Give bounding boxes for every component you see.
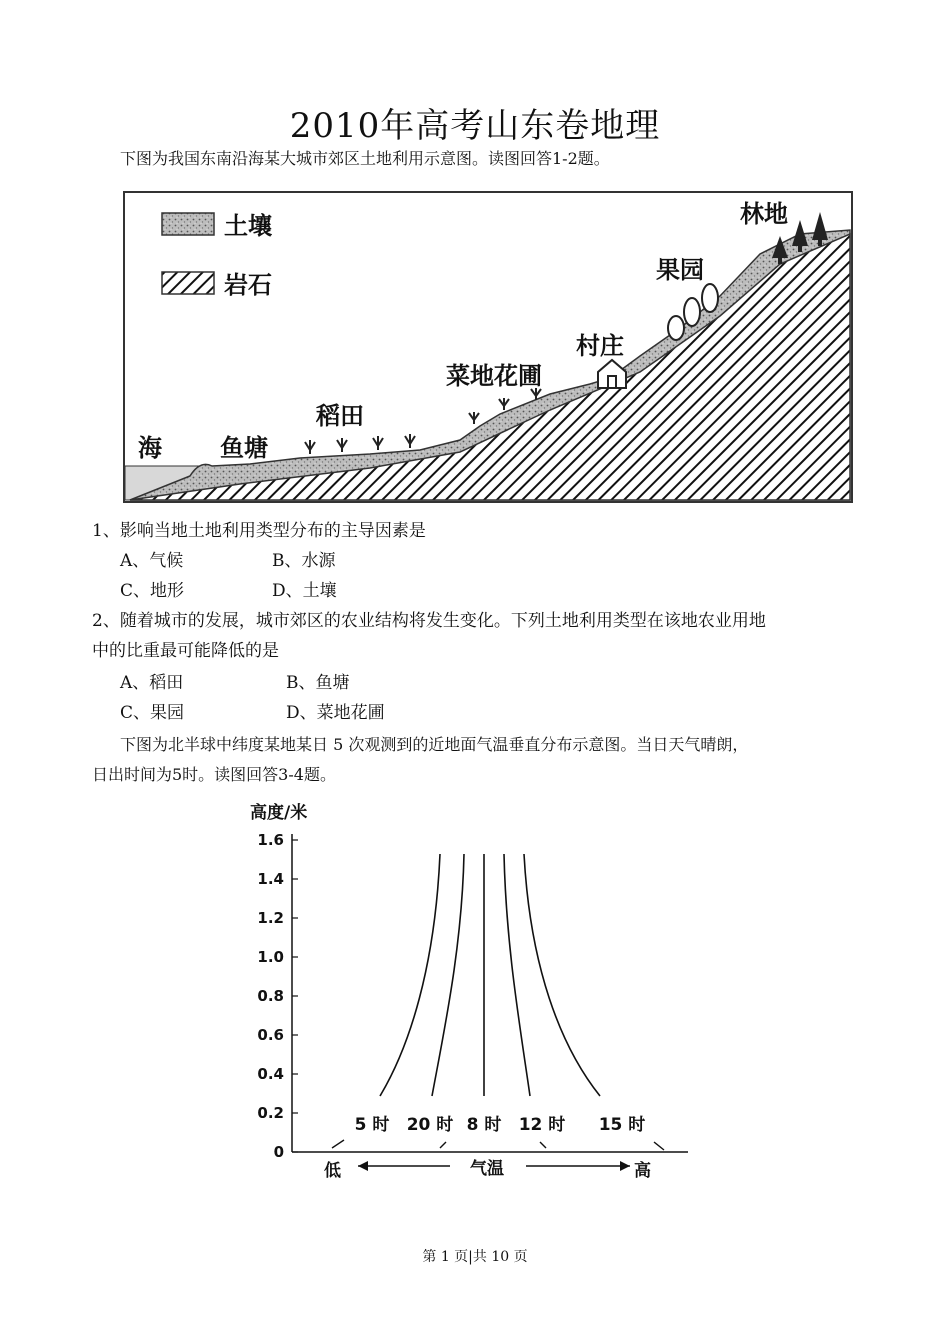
curve-base-mark xyxy=(654,1142,664,1150)
label-orchard: 果园 xyxy=(656,256,704,284)
y-tick-label: 0.2 xyxy=(257,1104,284,1122)
y-tick-label: 0 xyxy=(273,1143,284,1161)
question-2-stem-line-1: 2、随着城市的发展，城市郊区的农业结构将发生变化。下列土地利用类型在该地农业用地 xyxy=(92,611,766,631)
y-tick-label: 1.4 xyxy=(257,870,284,888)
question-2-option-d: D、菜地花圃 xyxy=(286,703,385,723)
label-sea: 海 xyxy=(138,434,162,462)
question-1-stem: 1、影响当地土地利用类型分布的主导因素是 xyxy=(92,521,426,541)
label-fishpond: 鱼塘 xyxy=(220,434,268,462)
page-footer: 第 1 页|共 10 页 xyxy=(422,1249,528,1265)
x-axis-low-label: 低 xyxy=(324,1161,341,1181)
label-vegetable: 菜地花圃 xyxy=(446,362,542,390)
question-1-option-a: A、气候 xyxy=(120,551,184,571)
series-label-1: 5 时 xyxy=(354,1115,390,1135)
series-label-4: 12 时 xyxy=(518,1115,566,1135)
question-1-option-d: D、土壤 xyxy=(272,581,337,601)
y-tick-label: 0.4 xyxy=(257,1065,284,1083)
label-paddy: 稻田 xyxy=(316,402,364,430)
question-2-option-a: A、稻田 xyxy=(120,673,184,693)
label-forest: 林地 xyxy=(740,200,788,228)
y-tick-label: 1.2 xyxy=(257,909,284,927)
series-label-2: 20 时 xyxy=(406,1115,454,1135)
legend-rock-swatch xyxy=(162,272,214,294)
curve-base-mark xyxy=(440,1142,446,1148)
y-tick-label: 1.6 xyxy=(257,831,284,849)
legend-soil-swatch xyxy=(162,213,214,235)
y-tick-label: 1.0 xyxy=(257,948,284,966)
question-1-option-c: C、地形 xyxy=(120,581,185,601)
page-title: 2010年高考山东卷地理 xyxy=(289,106,661,146)
label-village: 村庄 xyxy=(576,332,624,360)
curve-base-mark xyxy=(332,1140,344,1148)
intro-text-2-line-1: 下图为北半球中纬度某地某日 5 次观测到的近地面气温垂直分布示意图。当日天气晴朗， xyxy=(120,735,749,754)
legend-rock-label: 岩石 xyxy=(224,271,272,299)
temperature-curve-1 xyxy=(380,854,440,1096)
question-1-option-b: B、水源 xyxy=(272,551,336,571)
question-2-stem-line-2: 中的比重最可能降低的是 xyxy=(92,641,279,661)
arrow-left-icon xyxy=(358,1161,368,1171)
question-2-option-b: B、鱼塘 xyxy=(286,673,350,693)
y-tick-label: 0.8 xyxy=(257,987,284,1005)
intro-text-2-line-2: 日出时间为5时。读图回答3-4题。 xyxy=(92,765,336,784)
legend-soil-label: 土壤 xyxy=(224,212,272,240)
temperature-profile-chart xyxy=(240,796,700,1186)
series-label-5: 15 时 xyxy=(598,1115,646,1135)
arrow-right-icon xyxy=(620,1161,630,1171)
curve-base-mark xyxy=(540,1142,546,1148)
intro-text-1: 下图为我国东南沿海某大城市郊区土地利用示意图。读图回答1-2题。 xyxy=(120,149,610,168)
x-axis-high-label: 高 xyxy=(634,1161,651,1181)
land-use-diagram xyxy=(120,188,856,506)
temperature-curve-2 xyxy=(432,854,464,1096)
y-tick-label: 0.6 xyxy=(257,1026,284,1044)
x-axis-label: 气温 xyxy=(470,1159,504,1179)
series-label-3: 8 时 xyxy=(466,1115,502,1135)
y-axis-label: 高度/米 xyxy=(250,803,308,823)
question-2-option-c: C、果园 xyxy=(120,703,185,723)
temperature-curve-5 xyxy=(524,854,600,1096)
